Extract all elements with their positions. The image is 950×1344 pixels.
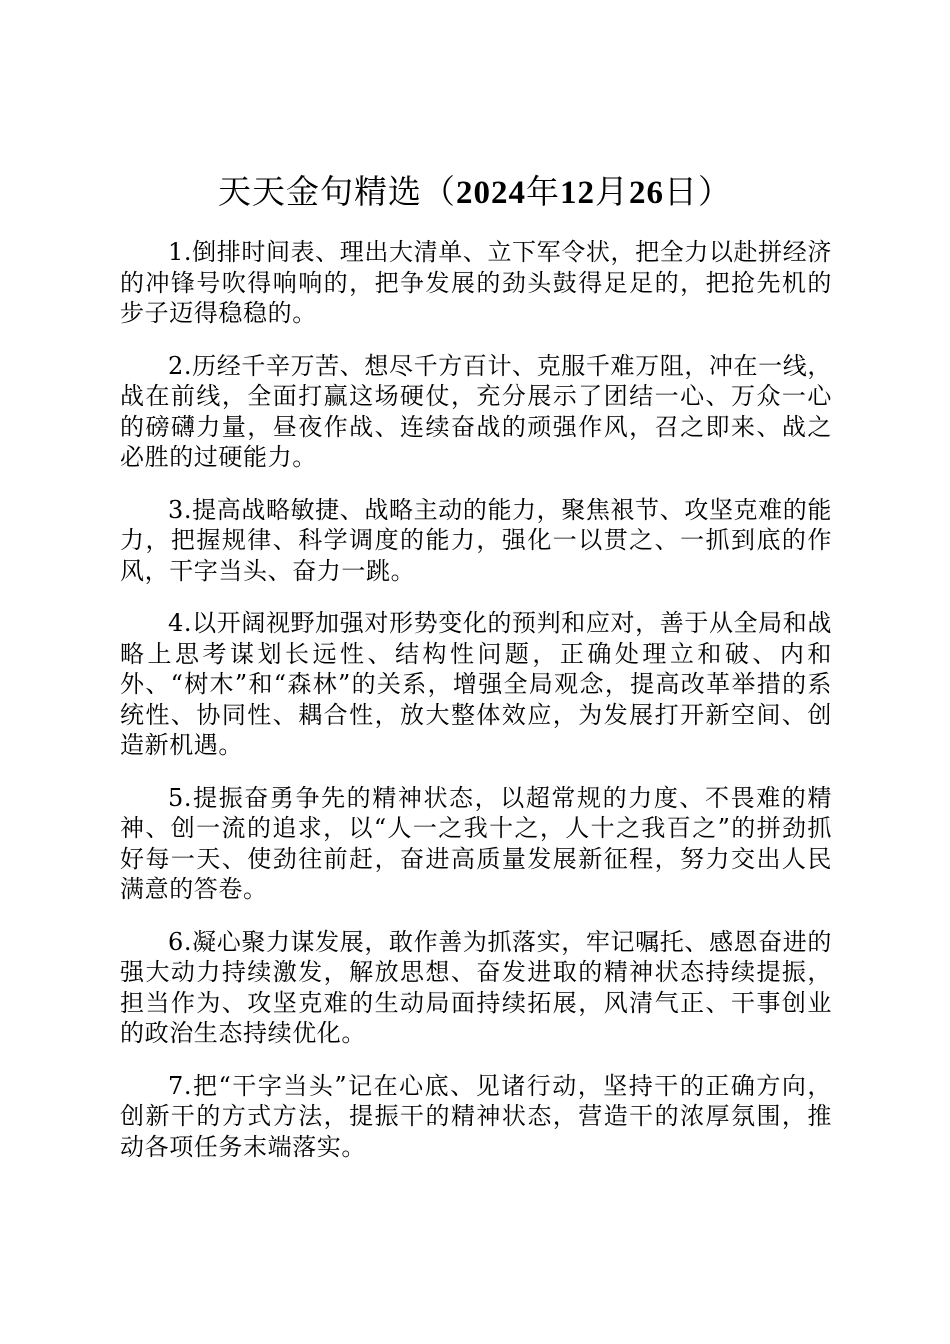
quote-paragraph-2: 2.历经千辛万苦、想尽千方百计、克服千难万阻，冲在一线，战在前线，全面打赢这场硬仗，充分展示了团结一心、万众一心的磅礴力量，昼夜作战、连续奋战的顽强作风，召之即来、战之必胜的过硬能力。 [120, 351, 832, 471]
title-day: 26 [629, 175, 664, 211]
title-month-unit: 月 [595, 172, 629, 211]
title-month: 12 [560, 175, 595, 211]
title-prefix: 天天金句精选（ [218, 172, 456, 211]
quote-paragraph-7: 7.把“干字当头”记在心底、见诸行动，坚持干的正确方向，创新干的方式方法，提振干的精神状态，营造干的浓厚氛围，推动各项任务末端落实。 [120, 1071, 832, 1161]
title-suffix: 日） [664, 172, 732, 211]
title-year-unit: 年 [526, 172, 560, 211]
quote-paragraph-6: 6.凝心聚力谋发展，敢作善为抓落实，牢记嘱托、感恩奋进的强大动力持续激发，解放思想、奋发进取的精神状态持续提振，担当作为、攻坚克难的生动局面持续拓展，风清气正、干事创业的政治生态持续优化。 [120, 927, 832, 1047]
quote-paragraph-5: 5.提振奋勇争先的精神状态，以超常规的力度、不畏难的精神、创一流的追求，以“人一之我十之，人十之我百之”的拼劲抓好每一天、使劲往前赶，奋进高质量发展新征程，努力交出人民满意的答卷。 [120, 783, 832, 903]
page-title [0, 166, 950, 219]
quote-list [120, 237, 832, 1184]
title-year: 2024 [456, 175, 526, 211]
quote-paragraph-3: 3.提高战略敏捷、战略主动的能力，聚焦裉节、攻坚克难的能力，把握规律、科学调度的能力，强化一以贯之、一抓到底的作风，干字当头、奋力一跳。 [120, 495, 832, 585]
quote-paragraph-1: 1.倒排时间表、理出大清单、立下军令状，把全力以赴拼经济的冲锋号吹得响响的，把争发展的劲头鼓得足足的，把抢先机的步子迈得稳稳的。 [120, 238, 832, 327]
quote-paragraph-4: 4.以开阔视野加强对形势变化的预判和应对，善于从全局和战略上思考谋划长远性、结构性问题，正确处理立和破、内和外、“树木”和“森林”的关系，增强全局观念，提高改革举措的系统性、协同性、耦合性，放大整体效应，为发展打开新空间、创造新机遇。 [120, 609, 832, 759]
